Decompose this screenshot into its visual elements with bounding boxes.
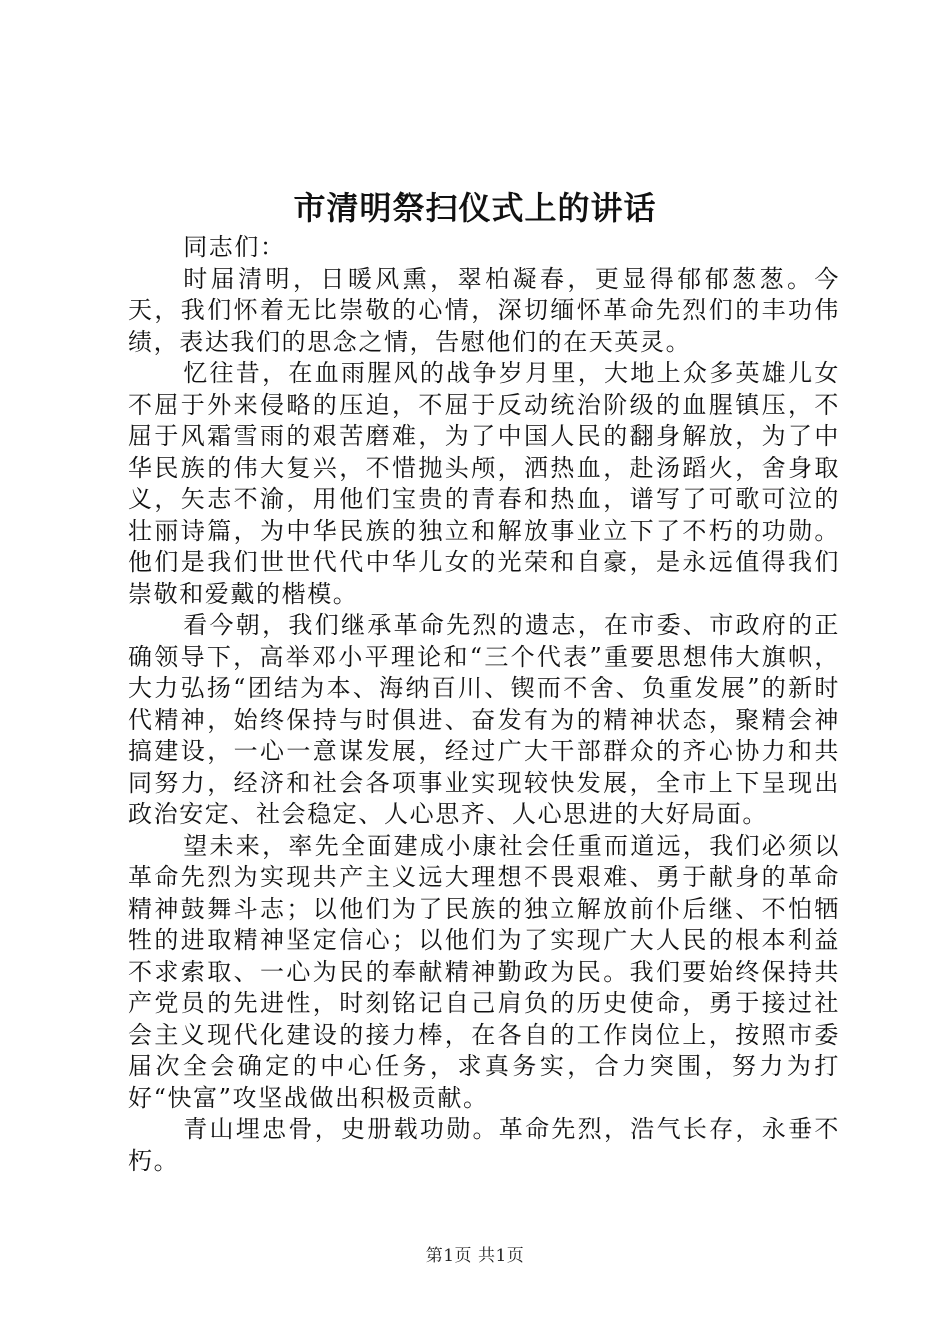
paragraph-2: 忆往昔，在血雨腥风的战争岁月里，大地上众多英雄儿女不屈于外来侵略的压迫，不屈于反动统治阶级的血腥镇压，不屈于风霜雪雨的艰苦磨难，为了中国人民的翻身解放，为了中华民族的伟大复兴，不惜抛头颅，洒热血，赴汤蹈火，舍身取义，矢志不渝，用他们宝贵的青春和热血，谱写了可歌可泣的壮丽诗篇，为中华民族的独立和解放事业立下了不朽的功勋。他们是我们世世代代中华儿女的光荣和自豪，是永远值得我们崇敬和爱戴的楷模。 bbox=[128, 359, 840, 608]
document-title: 市清明祭扫仪式上的讲话 bbox=[293, 189, 657, 227]
document-body bbox=[128, 232, 840, 1177]
paragraph-3: 看今朝，我们继承革命先烈的遗志，在市委、市政府的正确领导下，高举邓小平理论和“三个代表”重要思想伟大旗帜，大力弘扬“团结为本、海纳百川、锲而不舍、负重发展”的新时代精神，始终保持与时俱进、奋发有为的精神状态，聚精会神搞建设，一心一意谋发展，经过广大干部群众的齐心协力和共同努力，经济和社会各项事业实现较快发展，全市上下呈现出政治安定、社会稳定、人心思齐、人心思进的大好局面。 bbox=[128, 611, 840, 828]
paragraph-4: 望未来，率先全面建成小康社会任重而道远，我们必须以革命先烈为实现共产主义远大理想不畏艰难、勇于献身的革命精神鼓舞斗志；以他们为了民族的独立解放前仆后继、不怕牺牲的进取精神坚定信心；以他们为了实现广大人民的根本利益不求索取、一心为民的奉献精神勤政为民。我们要始终保持共产党员的先进性，时刻铭记自己肩负的历史使命，勇于接过社会主义现代化建设的接力棒，在各自的工作岗位上，按照市委届次全会确定的中心任务，求真务实，合力突围，努力为打好“快富”攻坚战做出积极贡献。 bbox=[128, 831, 840, 1112]
greeting: 同志们： bbox=[183, 233, 286, 261]
page-number-footer: 第1页 共1页 bbox=[425, 1246, 525, 1266]
paragraph-1: 时届清明，日暖风熏，翠柏凝春，更显得郁郁葱葱。今天，我们怀着无比崇敬的心情，深切缅怀革命先烈们的丰功伟绩，表达我们的思念之情，告慰他们的在天英灵。 bbox=[128, 264, 840, 356]
paragraph-5: 青山埋忠骨，史册载功勋。革命先烈，浩气长存，永垂不朽。 bbox=[128, 1115, 840, 1175]
